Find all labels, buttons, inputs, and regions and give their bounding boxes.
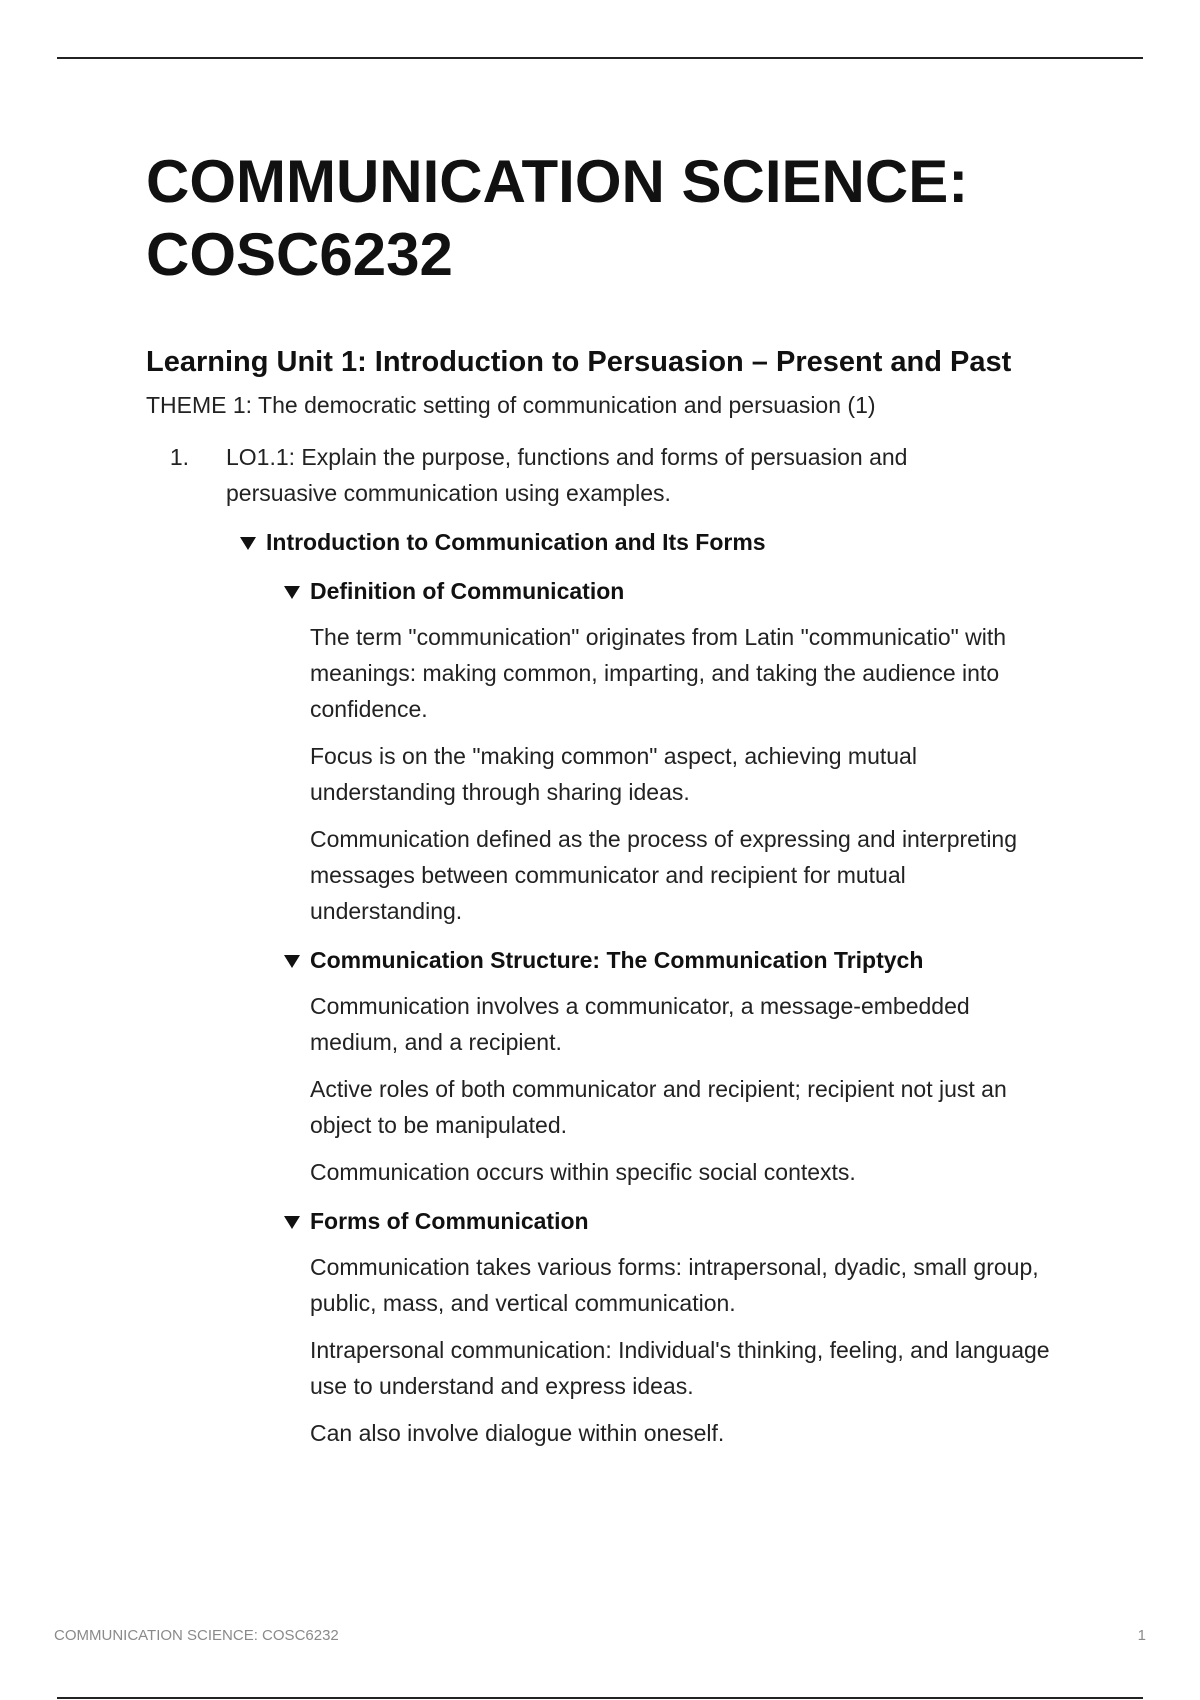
toggle-heading-introduction[interactable] [240,524,1066,560]
toggle-heading-forms[interactable] [284,1203,1066,1239]
paragraph: Focus is on the "making common" aspect, achieving mutual understanding through sharing ideas. [310,743,917,805]
toggle-heading-label: Forms of Communication [310,1208,589,1234]
toggle-subsection-structure [284,942,1066,1190]
toggle-heading-structure[interactable] [284,942,1066,978]
disclosure-triangle-icon[interactable] [284,955,300,968]
toggle-subsection-forms [284,1203,1066,1451]
paragraph: The term "communication" originates from Latin "communicatio" with meanings: making common, imparting, and taking the audience into confidence. [310,624,1007,722]
toggle-body [310,1249,1050,1451]
top-rule [57,57,1143,59]
paragraph: Can also involve dialogue within oneself. [310,1420,725,1446]
learning-unit-heading: Learning Unit 1: Introduction to Persuasion – Present and Past [146,346,1012,378]
learning-outcome-item: 1. LO1.1: Explain the purpose, functions and forms of persuasion and persuasive communication using examples. [146,439,1066,511]
toggle-heading-label: Introduction to Communication and Its Forms [266,529,766,555]
footer-document-title: COMMUNICATION SCIENCE: COSC6232 [54,1627,339,1644]
paragraph: Intrapersonal communication: Individual's thinking, feeling, and language use to understand and express ideas. [310,1337,1050,1399]
paragraph: Communication defined as the process of expressing and interpreting messages between communicator and recipient for mutual understanding. [310,826,1018,924]
toggle-heading-label: Communication Structure: The Communication Triptych [310,947,924,973]
paragraph: Communication involves a communicator, a message-embedded medium, and a recipient. [310,993,970,1055]
toggle-subsection-definition [284,573,1066,929]
paragraph: Communication takes various forms: intrapersonal, dyadic, small group, public, mass, and vertical communication. [310,1254,1039,1316]
learning-outcome-text: LO1.1: Explain the purpose, functions and forms of persuasion and persuasive communication using examples. [226,444,908,506]
toggle-heading-definition[interactable] [284,573,1066,609]
toggle-heading-label: Definition of Communication [310,578,625,604]
theme-line: THEME 1: The democratic setting of communication and persuasion (1) [146,392,876,418]
paragraph: Active roles of both communicator and recipient; recipient not just an object to be manipulated. [310,1076,1007,1138]
disclosure-triangle-icon[interactable] [284,1216,300,1229]
disclosure-triangle-icon[interactable] [284,586,300,599]
toggle-section-introduction [240,524,1066,1451]
paragraph: Communication occurs within specific social contexts. [310,1159,856,1185]
toggle-body [310,988,1050,1190]
footer-page-number: 1 [1137,1627,1146,1644]
toggle-body [310,619,1050,929]
page-content [146,145,1066,1451]
bottom-rule [57,1697,1143,1699]
disclosure-triangle-icon[interactable] [240,537,256,550]
document-title: COMMUNICATION SCIENCE: COSC6232 [146,148,969,288]
